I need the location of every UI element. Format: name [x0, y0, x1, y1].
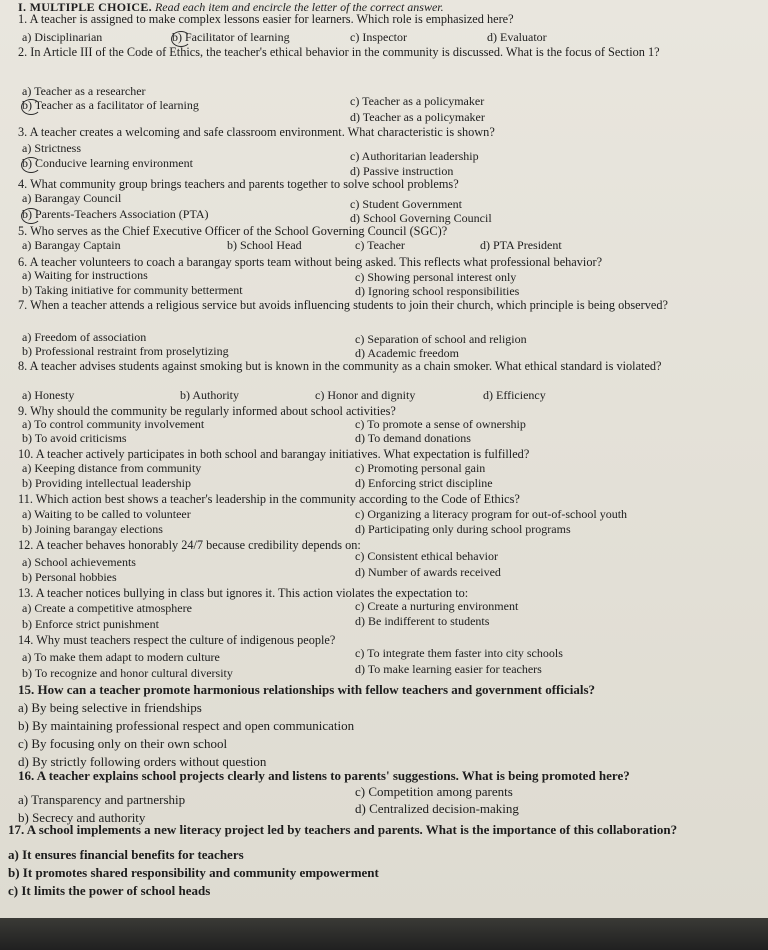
option-d[interactable]: d) Ignoring school responsibilities — [355, 284, 520, 298]
option-a[interactable]: a) Teacher as a researcher — [22, 84, 146, 98]
question-stem: 2. In Article III of the Code of Ethics, the teacher's ethical behavior in the community is discussed. What is the focus of Section 1? — [18, 45, 660, 59]
question-stem: 16. A teacher explains school projects clearly and listens to parents' suggestions. What is being promoted here? — [18, 768, 630, 783]
option-b[interactable]: b) Joining barangay elections — [22, 522, 163, 536]
question-stem: 6. A teacher volunteers to coach a barangay sports team without being asked. This reflects what professional behavior? — [18, 255, 603, 269]
option-a[interactable]: a) Freedom of association — [22, 330, 147, 344]
section-instruction: Read each item and encircle the letter of the correct answer. — [154, 0, 444, 14]
option-a[interactable]: a) To control community involvement — [22, 417, 205, 431]
option-d[interactable]: d) School Governing Council — [350, 211, 492, 225]
option-b[interactable]: b) To avoid criticisms — [22, 431, 127, 445]
option-d[interactable]: d) PTA President — [480, 238, 562, 252]
option-b[interactable]: b) Parents-Teachers Association (PTA) — [22, 207, 209, 221]
option-c[interactable]: c) Showing personal interest only — [355, 270, 517, 284]
option-c[interactable]: c) Teacher — [355, 238, 405, 252]
option-c[interactable]: c) Teacher as a policymaker — [350, 94, 485, 108]
option-d[interactable]: d) To demand donations — [355, 431, 471, 445]
option-a[interactable]: a) Waiting for instructions — [22, 268, 148, 282]
option-b[interactable]: b) Personal hobbies — [22, 570, 117, 584]
option-c[interactable]: c) Student Government — [350, 197, 462, 211]
option-b[interactable]: b) To recognize and honor cultural diversity — [22, 666, 233, 680]
option-a[interactable]: a) Create a competitive atmosphere — [22, 601, 192, 615]
option-d[interactable]: d) Be indifferent to students — [355, 614, 490, 628]
option-d[interactable]: d) To make learning easier for teachers — [355, 662, 542, 676]
option-c[interactable]: c) Honor and dignity — [315, 388, 416, 402]
option-a[interactable]: a) Strictness — [22, 141, 81, 155]
option-c[interactable]: c) Promoting personal gain — [355, 461, 486, 475]
question-stem: 9. Why should the community be regularly informed about school activities? — [18, 404, 396, 418]
option-d[interactable]: d) Centralized decision-making — [355, 801, 519, 816]
option-b[interactable]: b) Secrecy and authority — [18, 810, 146, 825]
option-c[interactable]: c) Inspector — [350, 30, 407, 44]
question-stem: 8. A teacher advises students against smoking but is known in the community as a chain smoker. What ethical standard is violated? — [18, 359, 662, 373]
option-b[interactable]: b) School Head — [227, 238, 302, 252]
option-a[interactable]: a) Barangay Captain — [22, 238, 121, 252]
option-c[interactable]: c) Separation of school and religion — [355, 332, 527, 346]
question-stem: 17. A school implements a new literacy project led by teachers and parents. What is the importance of this collaboration? — [8, 822, 678, 837]
option-c[interactable]: c) Consistent ethical behavior — [355, 549, 498, 563]
option-c[interactable]: c) By focusing only on their own school — [18, 736, 228, 751]
option-a[interactable]: a) Waiting to be called to volunteer — [22, 507, 191, 521]
option-b[interactable]: b) Providing intellectual leadership — [22, 476, 191, 490]
option-b[interactable]: b) Conducive learning environment — [22, 156, 193, 170]
option-a[interactable]: a) To make them adapt to modern culture — [22, 650, 220, 664]
option-d[interactable]: d) Participating only during school programs — [355, 522, 571, 536]
option-c[interactable]: c) Competition among parents — [355, 784, 513, 799]
dark-surface-edge — [0, 918, 768, 950]
question-stem: 5. Who serves as the Chief Executive Officer of the School Governing Council (SGC)? — [18, 224, 448, 238]
option-d[interactable]: d) Efficiency — [483, 388, 546, 402]
option-a[interactable]: a) Transparency and partnership — [18, 792, 186, 807]
option-a[interactable]: a) Keeping distance from community — [22, 461, 202, 475]
option-b[interactable]: b) Authority — [180, 388, 239, 402]
option-b[interactable]: b) By maintaining professional respect and open communication — [18, 718, 355, 733]
question-stem: 15. How can a teacher promote harmonious relationships with fellow teachers and government officials? — [18, 682, 596, 697]
option-b[interactable]: b) Taking initiative for community betterment — [22, 283, 243, 297]
option-b[interactable]: b) Professional restraint from proselytizing — [22, 344, 229, 358]
option-b[interactable]: b) It promotes shared responsibility and community empowerment — [8, 865, 379, 880]
question-stem: 10. A teacher actively participates in both school and barangay initiatives. What expectation is fulfilled? — [18, 447, 530, 461]
option-d[interactable]: d) Passive instruction — [350, 164, 454, 178]
option-d[interactable]: d) Academic freedom — [355, 346, 459, 360]
option-d[interactable]: d) By strictly following orders without question — [18, 754, 267, 769]
option-c[interactable]: c) It limits the power of school heads — [8, 883, 211, 898]
option-a[interactable]: a) School achievements — [22, 555, 136, 569]
option-d[interactable]: d) Evaluator — [487, 30, 547, 44]
option-b[interactable]: b) Teacher as a facilitator of learning — [22, 98, 199, 112]
question-stem: 13. A teacher notices bullying in class but ignores it. This action violates the expectation to: — [18, 586, 469, 600]
option-a[interactable]: a) It ensures financial benefits for teachers — [8, 847, 244, 862]
option-c[interactable]: c) Create a nurturing environment — [355, 599, 519, 613]
question-stem: 1. A teacher is assigned to make complex lessons easier for learners. Which role is emphasized here? — [18, 12, 514, 26]
option-c[interactable]: c) Organizing a literacy program for out-of-school youth — [355, 507, 628, 521]
question-stem: 11. Which action best shows a teacher's leadership in the community according to the Code of Ethics? — [18, 492, 520, 506]
question-stem: 12. A teacher behaves honorably 24/7 because credibility depends on: — [18, 538, 361, 552]
question-stem: 14. Why must teachers respect the culture of indigenous people? — [18, 633, 336, 647]
option-a[interactable]: a) By being selective in friendships — [18, 700, 202, 715]
question-stem: 4. What community group brings teachers and parents together to solve school problems? — [18, 177, 459, 191]
option-a[interactable]: a) Disciplinarian — [22, 30, 103, 44]
section-title: I. MULTIPLE CHOICE. — [18, 0, 152, 14]
option-a[interactable]: a) Barangay Council — [22, 191, 122, 205]
option-b[interactable]: b) Facilitator of learning — [172, 30, 290, 44]
option-d[interactable]: d) Enforcing strict discipline — [355, 476, 493, 490]
option-c[interactable]: c) Authoritarian leadership — [350, 149, 479, 163]
option-c[interactable]: c) To promote a sense of ownership — [355, 417, 526, 431]
option-b[interactable]: b) Enforce strict punishment — [22, 617, 159, 631]
option-d[interactable]: d) Number of awards received — [355, 565, 501, 579]
question-stem: 3. A teacher creates a welcoming and safe classroom environment. What characteristic is shown? — [18, 125, 495, 139]
option-a[interactable]: a) Honesty — [22, 388, 75, 402]
option-d[interactable]: d) Teacher as a policymaker — [350, 110, 485, 124]
option-c[interactable]: c) To integrate them faster into city schools — [355, 646, 563, 660]
question-stem: 7. When a teacher attends a religious service but avoids influencing students to join their church, which principle is being observed? — [18, 298, 668, 312]
